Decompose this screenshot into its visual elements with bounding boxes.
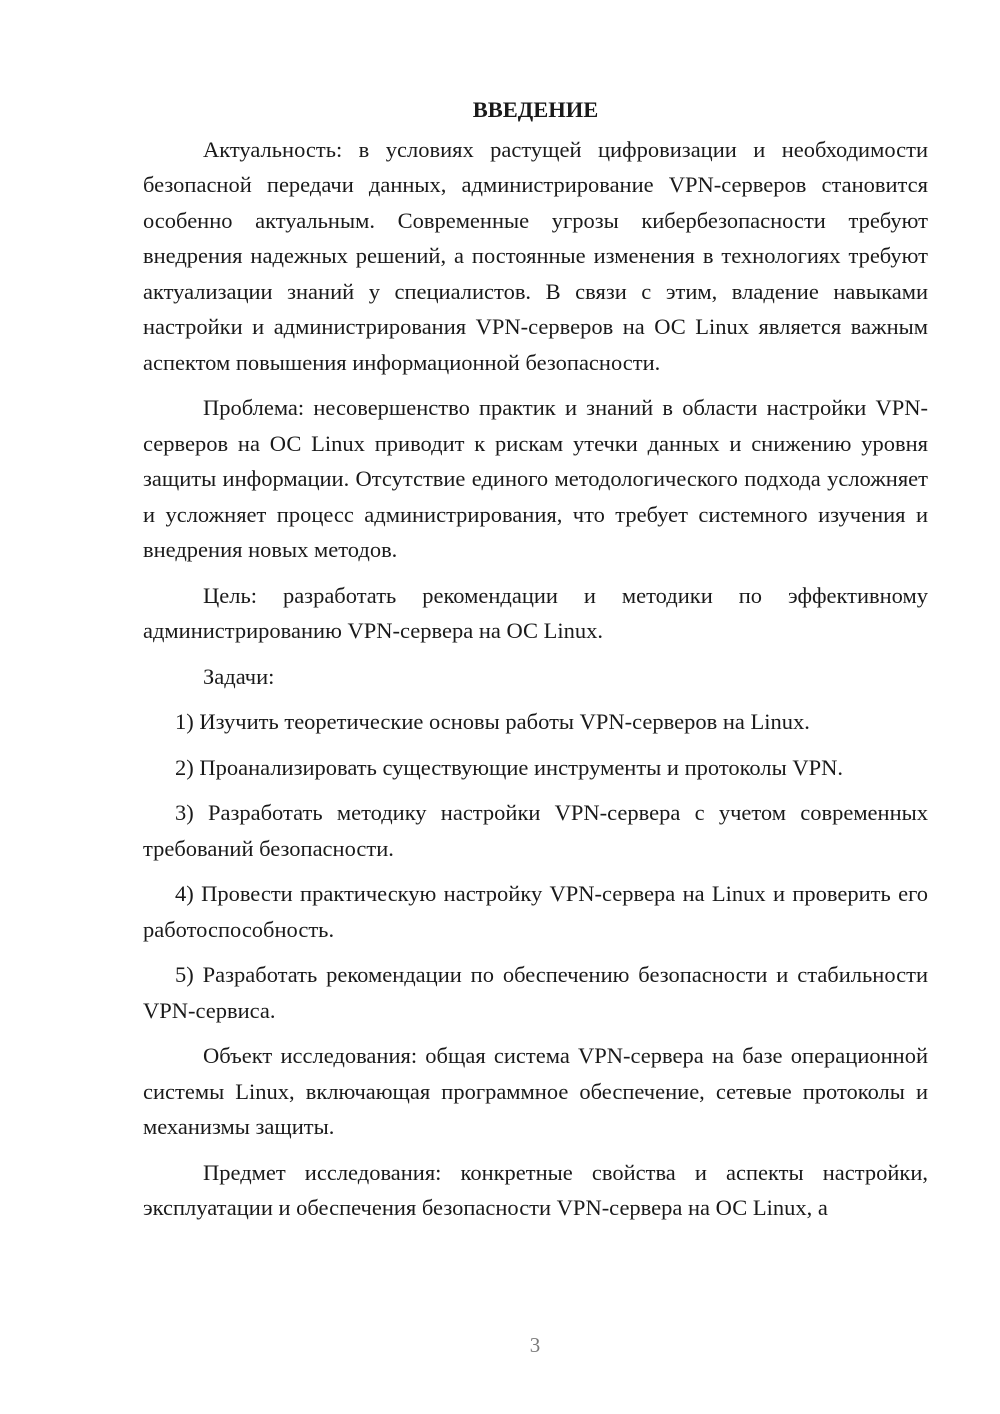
tasks-label: Задачи: xyxy=(203,663,275,689)
page-content xyxy=(143,92,928,1236)
paragraph-object: Объект исследования: общая система VPN-сервера на базе операционной системы Linux, включающая программное обеспечение, сетевые протоколы и механизмы защиты. xyxy=(143,1043,928,1139)
list-item: 2) Проанализировать существующие инструменты и протоколы VPN. xyxy=(175,754,843,780)
list-item: 4) Провести практическую настройку VPN-сервера на Linux и проверить его работоспособность. xyxy=(143,881,928,942)
page-number: 3 xyxy=(529,1333,541,1357)
page-title: ВВЕДЕНИЕ xyxy=(472,97,599,122)
list-item: 5) Разработать рекомендации по обеспечению безопасности и стабильности VPN-сервиса. xyxy=(143,962,928,1023)
task-list xyxy=(143,704,928,1028)
paragraph-goal: Цель: разработать рекомендации и методики по эффективному администрированию VPN-сервера на ОС Linux. xyxy=(143,582,928,643)
list-item: 1) Изучить теоретические основы работы VPN-серверов на Linux. xyxy=(175,709,810,734)
paragraph-subject: Предмет исследования: конкретные свойства и аспекты настройки, эксплуатации и обеспечения безопасности VPN-сервера на ОС Linux, а xyxy=(143,1159,928,1220)
paragraph-problem: Проблема: несовершенство практик и знаний в области настройки VPN-серверов на ОС Linux приводит к рискам утечки данных и снижению уровня защиты информации. Отсутствие единого методологического подхода усложняет и усложняет процесс администрирования, что требует системного изучения и внедрения новых методов. xyxy=(143,395,928,562)
paragraph-relevance: Актуальность: в условиях растущей цифровизации и необходимости безопасной передачи данных, администрирование VPN-серверов становится особенно актуальным. Современные угрозы кибербезопасности требуют внедрения надежных решений, а постоянные изменения в технологиях требуют актуализации знаний у специалистов. В связи с этим, владение навыками настройки и администрирования VPN-серверов на ОС Linux является важным аспектом повышения информационной безопасности. xyxy=(143,136,928,375)
list-item: 3) Разработать методику настройки VPN-сервера с учетом современных требований безопасности. xyxy=(143,800,928,861)
